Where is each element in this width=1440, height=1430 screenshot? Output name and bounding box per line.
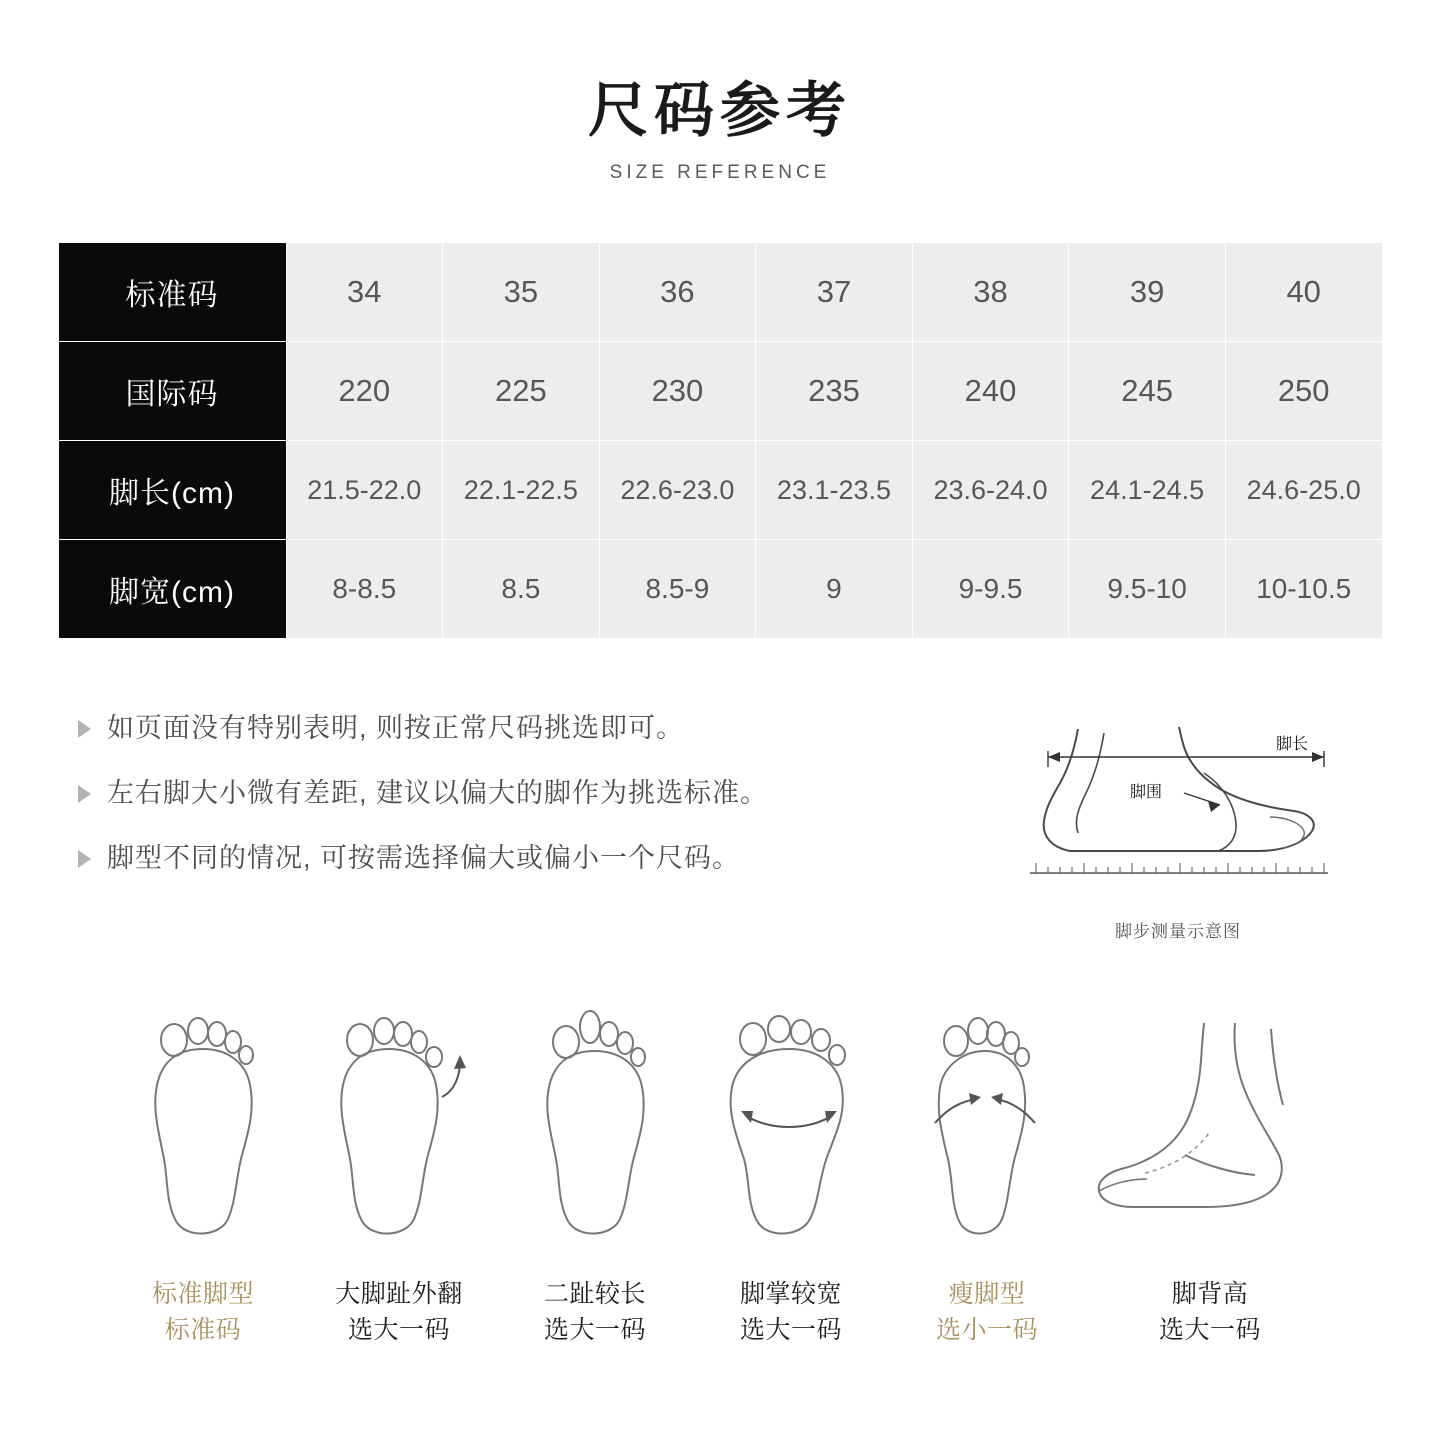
table-row <box>58 243 1382 342</box>
notes-and-diagram-section <box>0 711 1440 942</box>
foot-type-standard <box>105 1000 301 1349</box>
list-item <box>78 776 968 811</box>
foot-side-outline-icon <box>1085 1000 1335 1250</box>
table-cell: 38 <box>912 243 1069 342</box>
foot-outline-icon <box>301 1000 497 1250</box>
table-cell: 8-8.5 <box>286 540 443 639</box>
measure-length-label: 脚长 <box>1276 736 1309 753</box>
table-cell: 37 <box>756 243 913 342</box>
foot-type-line2: 选大一码 <box>739 1316 842 1345</box>
measure-caption: 脚步测量示意图 <box>1115 922 1241 941</box>
row-header-international-size: 国际码 <box>58 342 286 441</box>
table-row <box>58 441 1382 540</box>
table-cell: 245 <box>1069 342 1226 441</box>
size-reference-table <box>58 242 1383 639</box>
foot-type-line1: 脚掌较宽 <box>739 1280 842 1308</box>
table-cell: 8.5-9 <box>599 540 756 639</box>
triangle-bullet-icon <box>78 720 91 738</box>
foot-type-label <box>497 1276 693 1349</box>
table-cell: 24.6-25.0 <box>1225 441 1382 540</box>
foot-type-list <box>0 1000 1440 1349</box>
table-cell: 9 <box>756 540 913 639</box>
triangle-bullet-icon <box>78 785 91 803</box>
foot-outline-icon <box>693 1000 889 1250</box>
foot-type-line1: 瘦脚型 <box>948 1280 1026 1308</box>
table-cell: 35 <box>443 243 600 342</box>
note-text: 左右脚大小微有差距, 建议以偏大的脚作为挑选标准。 <box>107 778 769 809</box>
table-cell: 10-10.5 <box>1225 540 1382 639</box>
foot-type-line2: 选小一码 <box>935 1316 1038 1345</box>
table-cell: 9.5-10 <box>1069 540 1226 639</box>
row-header-standard-size: 标准码 <box>58 243 286 342</box>
foot-measure-illustration <box>1008 721 1348 906</box>
table-cell: 39 <box>1069 243 1226 342</box>
table-cell: 8.5 <box>443 540 600 639</box>
foot-type-line2: 选大一码 <box>1158 1316 1261 1345</box>
foot-type-line2: 标准码 <box>164 1316 242 1345</box>
foot-type-line1: 脚背高 <box>1171 1280 1249 1308</box>
foot-type-label <box>1085 1276 1335 1349</box>
page-header <box>0 0 1440 184</box>
foot-outline-icon <box>105 1000 301 1250</box>
table-row <box>58 342 1382 441</box>
table-cell: 24.1-24.5 <box>1069 441 1226 540</box>
foot-type-line1: 二趾较长 <box>543 1280 646 1308</box>
triangle-bullet-icon <box>78 850 91 868</box>
table-cell: 21.5-22.0 <box>286 441 443 540</box>
table-cell: 225 <box>443 342 600 441</box>
notes-list <box>78 711 968 906</box>
table-cell: 23.6-24.0 <box>912 441 1069 540</box>
table-cell: 235 <box>756 342 913 441</box>
foot-type-line2: 选大一码 <box>347 1316 450 1345</box>
table-row <box>58 540 1382 639</box>
foot-type-high-instep <box>1085 1000 1335 1349</box>
table-cell: 34 <box>286 243 443 342</box>
row-header-foot-width: 脚宽(cm) <box>58 540 286 639</box>
page-subtitle: SIZE REFERENCE <box>609 162 831 183</box>
measure-girth-label: 脚围 <box>1130 784 1163 801</box>
foot-type-label <box>301 1276 497 1349</box>
foot-type-label <box>693 1276 889 1349</box>
table-cell: 230 <box>599 342 756 441</box>
table-cell: 22.1-22.5 <box>443 441 600 540</box>
table-cell: 23.1-23.5 <box>756 441 913 540</box>
table-cell: 240 <box>912 342 1069 441</box>
table-cell: 22.6-23.0 <box>599 441 756 540</box>
table-cell: 36 <box>599 243 756 342</box>
foot-type-label <box>105 1276 301 1349</box>
measurement-diagram <box>998 711 1358 942</box>
note-text: 如页面没有特别表明, 则按正常尺码挑选即可。 <box>107 713 685 743</box>
row-header-foot-length: 脚长(cm) <box>58 441 286 540</box>
foot-type-line2: 选大一码 <box>543 1316 646 1345</box>
foot-type-wide-forefoot <box>693 1000 889 1349</box>
list-item <box>78 841 968 876</box>
note-text: 脚型不同的情况, 可按需选择偏大或偏小一个尺码。 <box>107 843 741 874</box>
table-cell: 220 <box>286 342 443 441</box>
page-title: 尺码参考 <box>588 77 852 144</box>
table-cell: 9-9.5 <box>912 540 1069 639</box>
foot-outline-icon <box>497 1000 693 1250</box>
foot-type-line1: 标准脚型 <box>151 1280 254 1308</box>
list-item <box>78 711 968 746</box>
table-cell: 250 <box>1225 342 1382 441</box>
foot-type-narrow <box>889 1000 1085 1349</box>
foot-type-line1: 大脚趾外翻 <box>335 1280 463 1308</box>
foot-type-label <box>889 1276 1085 1349</box>
foot-type-long-second-toe <box>497 1000 693 1349</box>
size-table-container <box>58 242 1383 639</box>
table-cell: 40 <box>1225 243 1382 342</box>
foot-outline-icon <box>889 1000 1085 1250</box>
foot-type-bunion <box>301 1000 497 1349</box>
